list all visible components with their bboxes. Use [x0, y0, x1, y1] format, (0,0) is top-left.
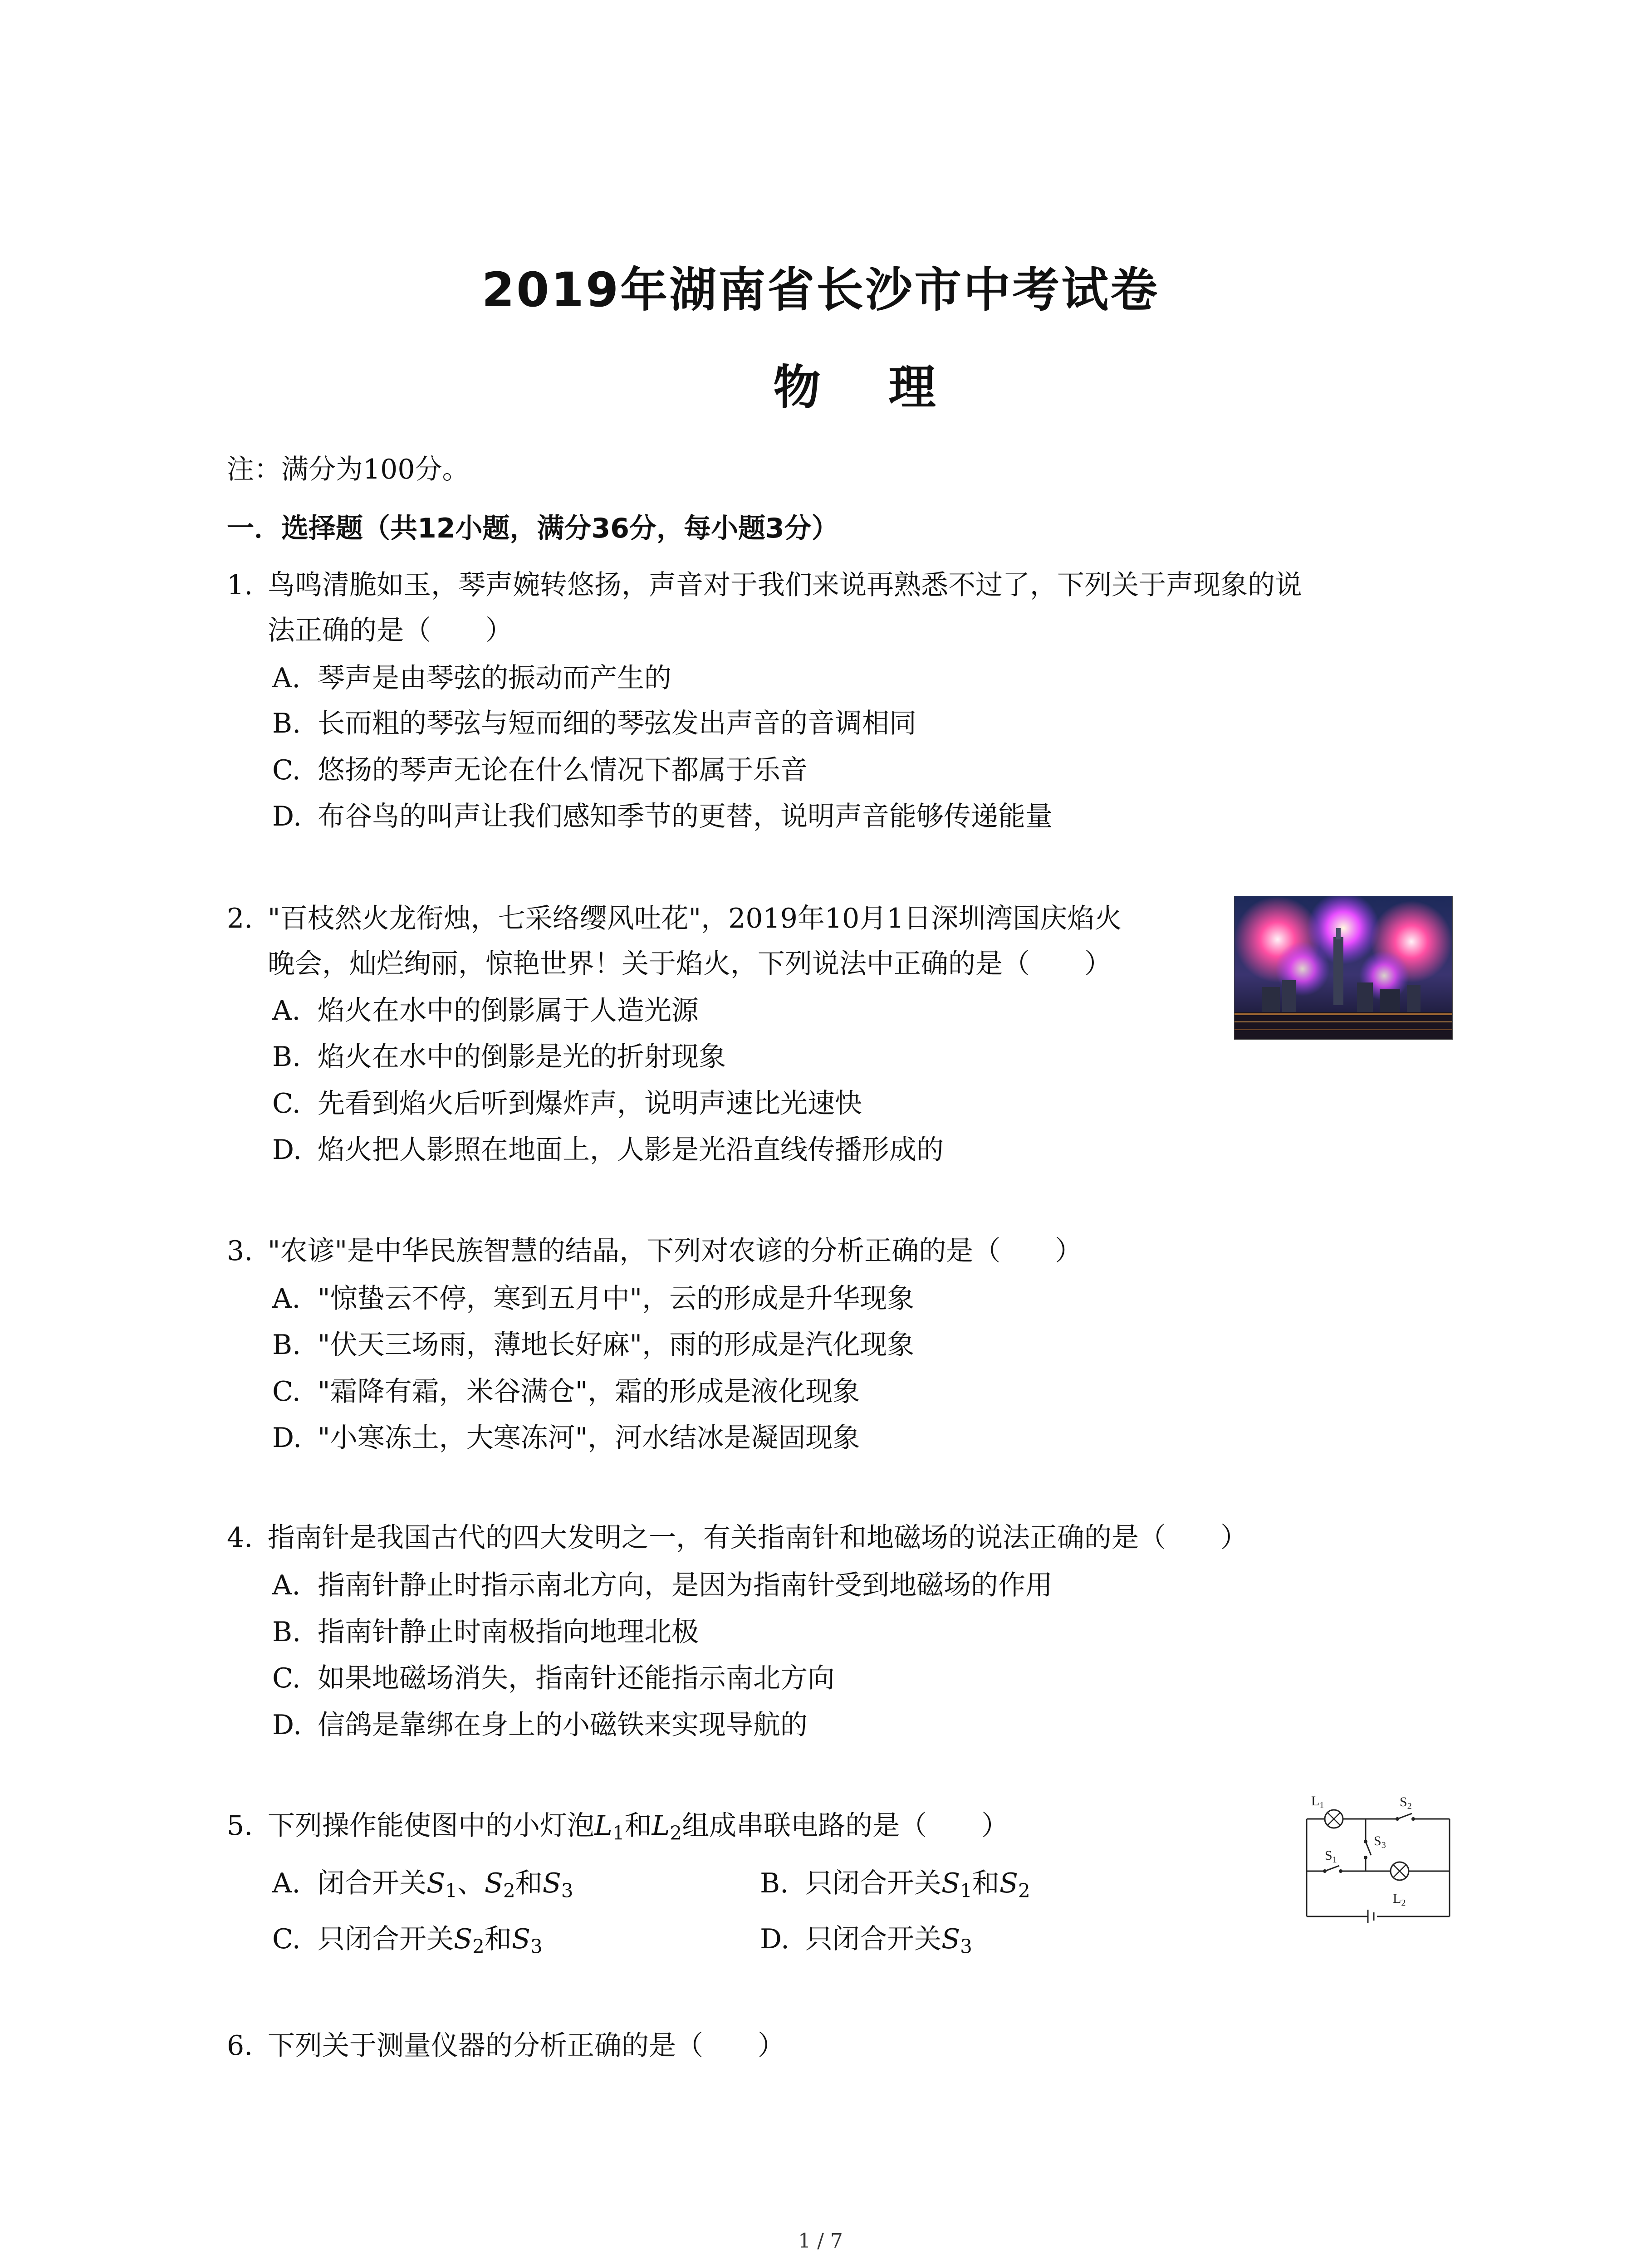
option-c: [272, 752, 808, 788]
option-d: [272, 798, 1053, 835]
sub: 3: [561, 1879, 573, 1902]
option-text: "伏天三场雨，薄地长好麻"，雨的形成是汽化现象: [318, 1329, 915, 1361]
option-text: 先看到焰火后听到爆炸声，说明声速比光速快: [318, 1088, 862, 1119]
option-b: [272, 705, 916, 742]
option-b: [760, 1865, 1030, 1909]
option-text: 焰火把人影照在地面上，人影是光沿直线传播形成的: [318, 1134, 944, 1166]
question-stem: 鸟鸣清脆如玉，琴声婉转悠扬，声音对于我们来说再熟悉不过了，下列关于声现象的说: [268, 569, 1302, 601]
var-s: S: [941, 1867, 960, 1899]
option-letter: D.: [272, 801, 302, 832]
option-c: [272, 1921, 543, 1965]
option-letter: C.: [272, 1088, 301, 1119]
circuit-diagram: [1298, 1792, 1461, 1928]
option-text: "霜降有霜，米谷满仓"，霜的形成是液化现象: [318, 1376, 860, 1408]
option-letter: A.: [272, 1867, 301, 1899]
score-note: 注：满分为100分。: [227, 454, 470, 485]
label-l2: $L_2$: [1393, 1891, 1406, 1908]
option-text: 只闭合开关: [805, 1923, 941, 1955]
option-letter: A.: [272, 1283, 301, 1315]
sub: 1: [960, 1879, 972, 1902]
var-s: S: [941, 1923, 960, 1955]
option-d: [272, 1420, 860, 1456]
option-c: [272, 1085, 862, 1122]
question-stem: 指南针是我国古代的四大发明之一，有关指南针和地磁场的说法正确的是（ ）: [268, 1522, 1248, 1554]
option-text: 长而粗的琴弦与短而细的琴弦发出声音的音调相同: [318, 708, 916, 739]
option-c: [272, 1374, 860, 1410]
question-stem-post: 组成串联电路的是（ ）: [682, 1810, 1009, 1842]
option-b: [272, 1039, 726, 1075]
option-letter: D.: [272, 1709, 302, 1741]
option-a: [272, 660, 671, 696]
label-s3: $S_3$: [1374, 1833, 1386, 1850]
option-text: 布谷鸟的叫声让我们感知季节的更替，说明声音能够传递能量: [318, 801, 1053, 832]
sub: 3: [530, 1935, 543, 1958]
sep: 、: [457, 1867, 485, 1899]
option-text: "惊蛰云不停，寒到五月中"，云的形成是升华现象: [318, 1283, 915, 1315]
question-2-stem-cont: 晚会，灿烂绚丽，惊艳世界！关于焰火，下列说法中正确的是（ ）: [268, 948, 1112, 980]
option-letter: A.: [272, 662, 301, 694]
exam-title: 2019年湖南省长沙市中考试卷: [481, 262, 1160, 318]
option-letter: C.: [272, 754, 301, 786]
var-s: S: [511, 1923, 530, 1955]
sub: 3: [960, 1935, 972, 1958]
option-text: 悠扬的琴声无论在什么情况下都属于乐音: [318, 754, 808, 786]
option-text: 闭合开关: [318, 1867, 426, 1899]
fireworks-photo: [1234, 896, 1453, 1040]
option-d: [760, 1921, 972, 1965]
option-letter: B.: [272, 1616, 301, 1648]
label-s1: $S_1$: [1325, 1848, 1337, 1865]
question-number: 1.: [227, 569, 253, 601]
option-b: [272, 1327, 914, 1363]
option-letter: D.: [272, 1422, 302, 1454]
option-letter: D.: [272, 1134, 302, 1166]
option-text: 焰火在水中的倒影是光的折射现象: [318, 1041, 726, 1073]
option-text: 只闭合开关: [318, 1923, 454, 1955]
option-text: 指南针静止时南极指向地理北极: [318, 1616, 699, 1648]
option-text: 信鸽是靠绑在身上的小磁铁来实现导航的: [318, 1709, 808, 1741]
option-letter: D.: [760, 1923, 790, 1955]
sub: 1: [445, 1879, 457, 1902]
subject-title: 物理: [773, 360, 1004, 415]
question-number: 2.: [227, 903, 253, 934]
sub: 2: [503, 1879, 515, 1902]
question-3: [227, 1233, 1082, 1269]
option-letter: B.: [272, 708, 301, 739]
label-l1: $L_1$: [1311, 1794, 1324, 1810]
question-5: [227, 1808, 1009, 1852]
var-s: S: [426, 1867, 446, 1899]
option-text: 只闭合开关: [805, 1867, 941, 1899]
option-letter: A.: [272, 995, 301, 1026]
question-number: 4.: [227, 1522, 253, 1554]
option-text: 如果地磁场消失，指南针还能指示南北方向: [318, 1662, 835, 1694]
var-s: S: [484, 1867, 503, 1899]
question-1: [227, 567, 1302, 603]
option-text: 焰火在水中的倒影属于人造光源: [318, 995, 699, 1026]
sub: 2: [472, 1935, 485, 1958]
option-letter: C.: [272, 1923, 301, 1955]
option-a: [272, 992, 699, 1029]
page-number: 1 / 7: [798, 2229, 843, 2253]
and-word: 和: [484, 1923, 512, 1955]
question-number: 5.: [227, 1810, 253, 1842]
var-s: S: [542, 1867, 561, 1899]
and-word: 和: [515, 1867, 543, 1899]
and-word: 和: [624, 1810, 652, 1842]
option-a: [272, 1865, 573, 1909]
option-a: [272, 1567, 1053, 1603]
option-text: 琴声是由琴弦的振动而产生的: [318, 662, 671, 694]
label-s2: $S_2$: [1400, 1794, 1412, 1811]
option-letter: A.: [272, 1569, 301, 1601]
option-b: [272, 1614, 699, 1650]
question-number: 3.: [227, 1235, 253, 1267]
question-number: 6.: [227, 2030, 253, 2062]
option-a: [272, 1281, 914, 1317]
question-1-stem-cont: 法正确的是（ ）: [268, 615, 513, 646]
sub: 2: [670, 1822, 682, 1844]
and-word: 和: [972, 1867, 999, 1899]
question-6: [227, 2028, 785, 2064]
var-s: S: [454, 1923, 473, 1955]
sub: 1: [612, 1822, 625, 1844]
option-text: 指南针静止时指示南北方向，是因为指南针受到地磁场的作用: [318, 1569, 1053, 1601]
option-c: [272, 1660, 835, 1696]
section-heading: 一．选择题（共12小题，满分36分，每小题3分）: [227, 513, 839, 544]
option-text: "小寒冻土，大寒冻河"，河水结冰是凝固现象: [318, 1422, 860, 1454]
question-stem: "农谚"是中华民族智慧的结晶，下列对农谚的分析正确的是（ ）: [268, 1235, 1083, 1267]
option-letter: C.: [272, 1376, 301, 1408]
option-d: [272, 1132, 944, 1168]
question-2: [227, 900, 1122, 937]
question-stem: 下列关于测量仪器的分析正确的是（ ）: [268, 2030, 785, 2062]
question-4: [227, 1520, 1248, 1556]
option-letter: B.: [272, 1329, 301, 1361]
option-letter: B.: [272, 1041, 301, 1073]
var-l: L: [594, 1810, 612, 1842]
sub: 2: [1018, 1879, 1030, 1902]
option-d: [272, 1707, 808, 1743]
var-s: S: [999, 1867, 1018, 1899]
var-l: L: [652, 1810, 670, 1842]
question-stem-pre: 下列操作能使图中的小灯泡: [268, 1810, 594, 1842]
option-letter: B.: [760, 1867, 789, 1899]
option-letter: C.: [272, 1662, 301, 1694]
question-stem: "百枝然火龙衔烛，七采络缨风吐花"，2019年10月1日深圳湾国庆焰火: [268, 903, 1122, 934]
